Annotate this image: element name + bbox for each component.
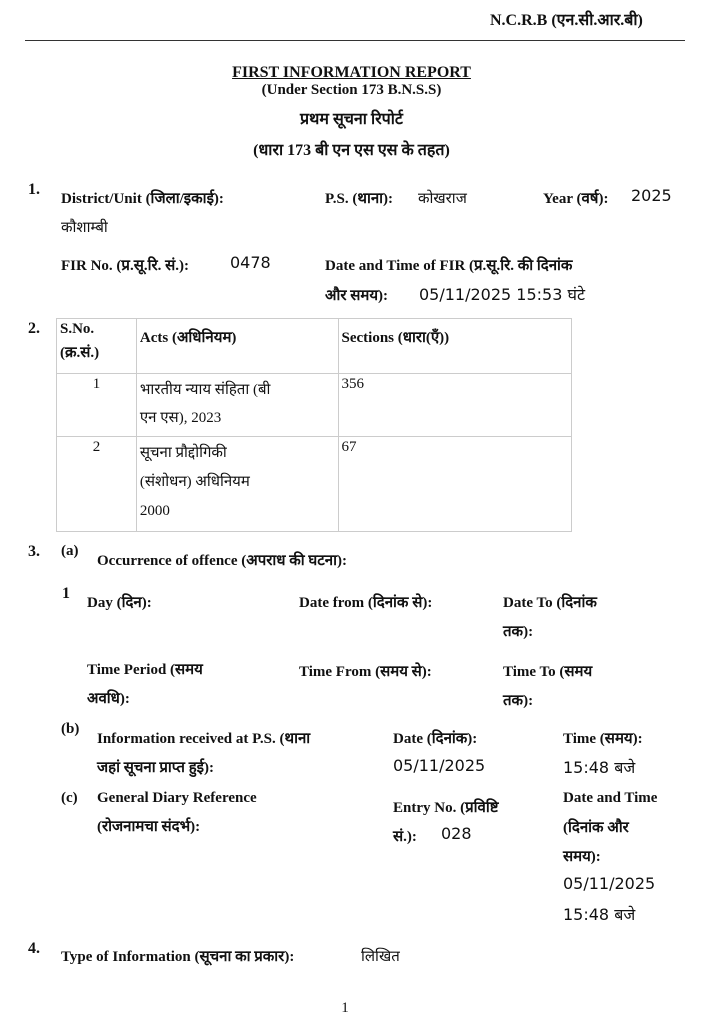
info-time-value: 15:48 बजे [563, 758, 636, 777]
time-to-label-2: तक): [503, 693, 534, 709]
gd-datetime-value-time: 15:48 बजे [563, 905, 636, 924]
table-header-row [57, 319, 572, 374]
acts-table [56, 318, 572, 532]
time-period-label-1: Time Period (समय [87, 662, 203, 678]
type-of-information-label: Type of Information (सूचना का प्रकार): [61, 949, 295, 965]
gd-datetime-value-date: 05/11/2025 [563, 874, 656, 893]
header-acts: Acts (अधिनियम) [136, 319, 338, 374]
row-2-act-line-3: 2000 [139, 503, 170, 519]
info-time-label: Time (समय): [563, 731, 643, 747]
time-from-label: Time From (समय से): [299, 664, 432, 680]
info-received-label-1: Information received at P.S. (थाना [97, 731, 311, 747]
title-hi-sub: (धारा 173 बी एन एस एस के तहत) [253, 142, 450, 159]
section-3a-label: (a) [61, 543, 79, 559]
fir-datetime-label-1: Date and Time of FIR (प्र.सू.रि. की दिनांक [325, 258, 573, 274]
gd-reference-label-1: General Diary Reference [97, 790, 257, 806]
row-1-act-line-1: भारतीय न्याय संहिता (बी [139, 382, 271, 398]
type-of-information-value: लिखित [361, 949, 400, 965]
row-2-act [136, 437, 338, 532]
section-4-number: 4. [28, 940, 40, 957]
ps-label: P.S. (थाना): [325, 191, 394, 207]
date-from-label: Date from (दिनांक से): [299, 595, 433, 611]
section-2-number: 2. [28, 320, 40, 337]
occurrence-item-number: 1 [62, 585, 70, 602]
row-2-sno: 2 [57, 437, 137, 532]
time-period-label-2: अवधि): [87, 691, 130, 707]
info-date-label: Date (दिनांक): [393, 731, 478, 747]
section-3b-label: (b) [61, 721, 80, 737]
header-sno-en: S.No. [60, 321, 95, 337]
row-1-sno: 1 [57, 374, 137, 437]
header-rule [25, 40, 685, 41]
fir-datetime-value: 05/11/2025 15:53 घंटे [419, 285, 586, 304]
district-value: कौशाम्बी [61, 220, 108, 236]
occurrence-label: Occurrence of offence (अपराध की घटना): [97, 553, 347, 569]
table-row [57, 374, 572, 437]
date-to-label-1: Date To (दिनांक [503, 595, 597, 611]
header-sno-hi: (क्र.सं.) [60, 345, 100, 361]
row-2-act-line-2: (संशोधन) अधिनियम [139, 474, 250, 490]
row-1-act [136, 374, 338, 437]
entry-no-label-1: Entry No. (प्रविष्टि [393, 800, 499, 816]
ncrb-header: N.C.R.B (एन.सी.आर.बी) [490, 12, 643, 29]
section-3-number: 3. [28, 543, 40, 560]
section-1-number: 1. [28, 181, 40, 198]
row-2-section: 67 [338, 437, 572, 532]
entry-no-label-2: सं.): [393, 829, 417, 845]
fir-value: 0478 [230, 253, 271, 272]
district-label: District/Unit (जिला/इकाई): [61, 191, 224, 207]
gd-datetime-label-3: समय): [563, 849, 601, 865]
header-sections: Sections (धारा(एँ)) [338, 319, 572, 374]
table-row [57, 437, 572, 532]
gd-datetime-label-2: (दिनांक और [563, 820, 629, 836]
row-2-act-line-1: सूचना प्रौद्दोगिकी [139, 445, 227, 461]
section-3c-label: (c) [61, 790, 78, 806]
gd-datetime-label-1: Date and Time [563, 790, 658, 806]
time-to-label-1: Time To (समय [503, 664, 593, 680]
row-1-act-line-2: एन एस), 2023 [139, 410, 222, 426]
day-label: Day (दिन): [87, 595, 152, 611]
row-1-section: 356 [338, 374, 572, 437]
info-date-value: 05/11/2025 [393, 756, 486, 775]
year-label: Year (वर्ष): [543, 191, 609, 207]
title-en: FIRST INFORMATION REPORT [232, 64, 471, 81]
date-to-label-2: तक): [503, 624, 534, 640]
header-sno [57, 319, 137, 374]
fir-datetime-label-2: और समय): [325, 288, 389, 304]
info-received-label-2: जहां सूचना प्राप्त हुई): [97, 760, 215, 776]
page-number: 1 [341, 1000, 349, 1016]
ps-value: कोखराज [418, 191, 467, 207]
gd-reference-label-2: (रोजनामचा संदर्भ): [97, 819, 201, 835]
year-value: 2025 [631, 186, 672, 205]
entry-no-value: 028 [441, 824, 472, 843]
title-hi: प्रथम सूचना रिपोर्ट [300, 111, 403, 128]
title-en-sub: (Under Section 173 B.N.S.S) [261, 82, 442, 98]
fir-label: FIR No. (प्र.सू.रि. सं.): [61, 258, 189, 274]
